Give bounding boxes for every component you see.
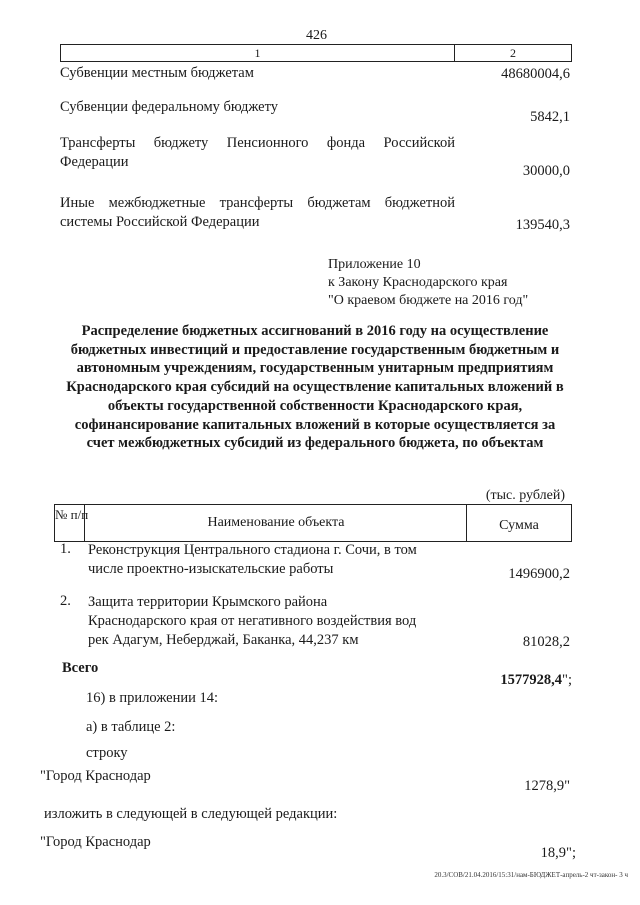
total-label: Всего <box>62 660 99 676</box>
transfer-value: 5842,1 <box>530 109 570 125</box>
page-number: 426 <box>306 28 327 43</box>
new-row-value: 18,9"; <box>540 845 576 861</box>
row-number: 1. <box>60 541 71 557</box>
row-sum: 1496900,2 <box>508 566 570 582</box>
units-label: (тыс. рублей) <box>485 488 565 503</box>
old-row-label: "Город Краснодар <box>40 768 151 784</box>
total-suffix: "; <box>562 672 572 688</box>
column-header-number: № п/п <box>55 505 85 541</box>
transfer-label: Иные межбюджетные трансферты бюджетам бюджетной системы Российской Федерации <box>60 195 455 230</box>
instruction-change: изложить в следующей в следующей редакции: <box>44 806 338 822</box>
instruction-item-a: а) в таблице 2: <box>86 719 176 735</box>
total-value <box>500 672 572 689</box>
appendix-heading <box>328 256 528 310</box>
transfer-label: Трансферты бюджету Пенсионного фонда Российской Федерации <box>60 135 455 170</box>
footer-stamp: 20.3/СОВ/21.04.2016/15:31/нам-БЮДЖЕТ-апрель-2 чт-закон- 3 ч <box>434 871 628 879</box>
appendix-line: "О краевом бюджете на 2016 год" <box>328 293 529 308</box>
row-sum: 81028,2 <box>522 634 570 650</box>
column-header-name: Наименование объекта <box>86 505 467 541</box>
total-amount: 1577928,4 <box>500 672 563 688</box>
transfer-value: 139540,3 <box>515 217 570 233</box>
new-row-label: "Город Краснодар <box>40 834 151 850</box>
column-header-2: 2 <box>510 46 516 60</box>
instruction-line: строку <box>86 745 128 761</box>
row-name: Реконструкция Центрального стадиона г. Сочи, в том числе проектно-изыскательские работы <box>88 542 417 577</box>
instruction-item-16: 16) в приложении 14: <box>86 690 219 706</box>
transfer-value: 30000,0 <box>522 163 570 179</box>
row-name: Защита территории Крымского района Краснодарского края от негативного воздействия вод рек Адагум, Неберджай, Баканка, 44,237 км <box>88 594 417 648</box>
transfer-label: Субвенции федеральному бюджету <box>60 99 279 115</box>
column-header-1: 1 <box>61 45 455 61</box>
column-header-row <box>60 44 572 62</box>
transfer-label: Субвенции местным бюджетам <box>60 65 254 81</box>
row-number: 2. <box>60 593 71 609</box>
table-header <box>54 504 572 542</box>
appendix-line: к Закону Краснодарского края <box>328 275 508 290</box>
appendix-line: Приложение 10 <box>328 257 421 272</box>
old-row-value: 1278,9" <box>524 778 570 794</box>
column-header-sum: Сумма <box>499 518 539 533</box>
document-title: Распределение бюджетных ассигнований в 2016 году на осуществление бюджетных инвестиций и предоставление государственным бюджетным и автономным учреждениям, государственным унитарным предприятиям Краснодарского края субсидий на осуществление капитальных вложений в объекты государственной собственности Краснодарского края, софинансирование капитальных вложений в которые осуществляется за счет межбюджетных субсидий из федерального бюджета, по объектам <box>66 323 564 452</box>
transfer-value: 48680004,6 <box>501 66 570 82</box>
